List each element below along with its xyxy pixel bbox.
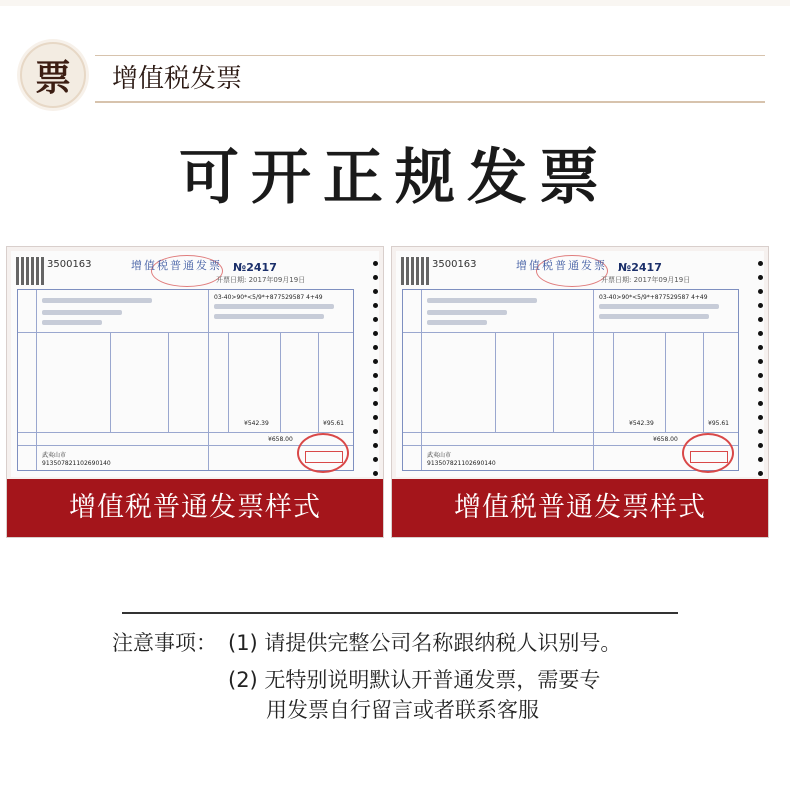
invoice-title: 增值税普通发票 <box>516 259 607 272</box>
seller-tax-id: 913507821102690140 <box>427 460 496 467</box>
seller-name: 武夷山市 <box>42 452 67 459</box>
invoice-code: 3500163 <box>47 259 92 270</box>
header-divider-bottom <box>95 101 765 103</box>
perforation-holes <box>756 261 766 491</box>
notes-label: 注意事项： <box>112 631 217 655</box>
section-title: 增值税发票 <box>112 64 243 94</box>
invoice-total: ¥658.00 <box>653 436 678 443</box>
badge-char: 票 <box>34 56 71 99</box>
seller-tax-id: 913507821102690140 <box>42 460 111 467</box>
cipher-text: 03-40>90*<5/9*+877529587 4+49 <box>599 294 708 301</box>
invoice-number: №2417 <box>618 261 662 274</box>
invoice-caption: 增值税普通发票样式 <box>7 479 383 537</box>
qr-code-icon <box>401 257 429 285</box>
notes-divider <box>122 612 678 614</box>
perforation-holes <box>371 261 381 491</box>
invoice-image <box>396 251 764 477</box>
invoice-code: 3500163 <box>432 259 477 270</box>
seller-name: 武夷山市 <box>427 452 452 459</box>
note-item-2-continued: 用发票自行留言或者联系客服 <box>266 698 539 722</box>
note-item-1: (1) 请提供完整公司名称跟纳税人识别号。 <box>228 631 622 655</box>
invoice-tax: ¥95.61 <box>708 420 729 427</box>
invoice-title: 增值税普通发票 <box>131 259 222 272</box>
invoice-date: 开票日期: 2017年09月19日 <box>601 276 691 284</box>
invoice-total: ¥658.00 <box>268 436 293 443</box>
invoice-image <box>11 251 379 477</box>
invoice-amount: ¥542.39 <box>629 420 654 427</box>
invoice-seal-inner <box>305 451 343 463</box>
invoice-card-right <box>391 246 769 538</box>
invoice-caption: 增值税普通发票样式 <box>392 479 768 537</box>
invoice-number: №2417 <box>233 261 277 274</box>
qr-code-icon <box>16 257 44 285</box>
cipher-text: 03-40>90*<5/9*+877529587 4+49 <box>214 294 323 301</box>
invoice-card-left <box>6 246 384 538</box>
invoice-date: 开票日期: 2017年09月19日 <box>216 276 306 284</box>
invoice-seal-inner <box>690 451 728 463</box>
invoice-tax: ¥95.61 <box>323 420 344 427</box>
invoice-badge <box>20 42 86 108</box>
page-title: 可开正规发票 <box>179 143 611 213</box>
top-strip <box>0 0 790 6</box>
note-item-2: (2) 无特别说明默认开普通发票，需要专 <box>228 668 601 692</box>
invoice-amount: ¥542.39 <box>244 420 269 427</box>
header-divider-top <box>95 55 765 56</box>
